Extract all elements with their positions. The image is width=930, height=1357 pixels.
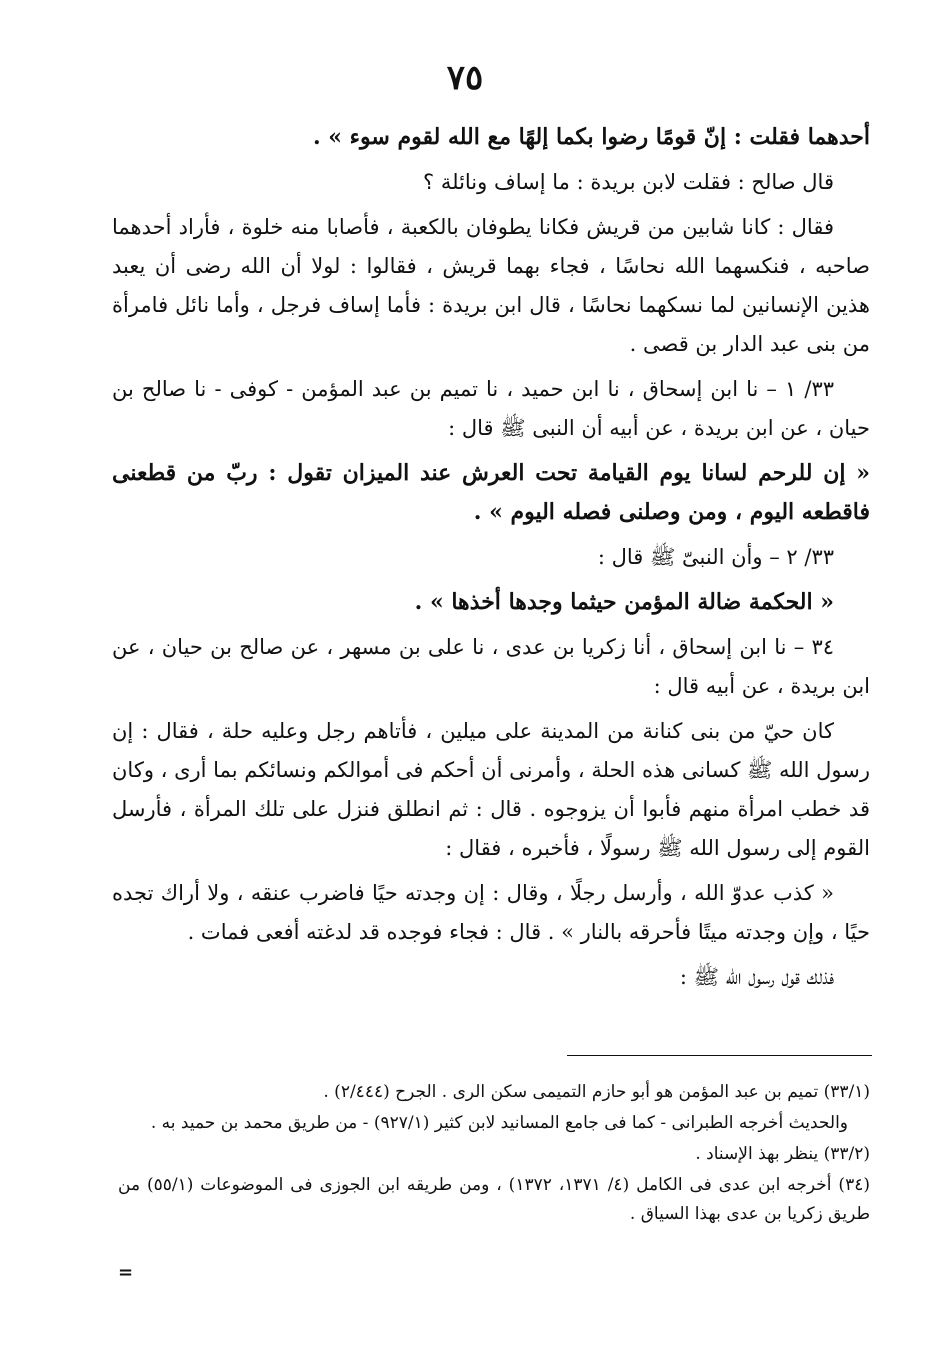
paragraph-closing: فذلك قول رسول الله ﷺ : [679, 965, 834, 989]
footnote-divider [567, 1055, 872, 1056]
continuation-mark: = [118, 1262, 134, 1283]
footnotes [118, 1078, 870, 1231]
main-text [112, 118, 870, 1003]
paragraph-1: قال صالح : فقلت لابن بريدة : ما إساف ونائلة ؟ [423, 170, 834, 194]
hadith-33-1-matn: « إن للرحم لسانا يوم القيامة تحت العرش عند الميزان تقول : ربّ من قطعنى فاقطعه اليوم ، ومن وصلنى فصله اليوم » . [112, 460, 870, 525]
hadith-33-2-matn: « الحكمة ضالة المؤمن حيثما وجدها أخذها » . [414, 589, 834, 615]
paragraph-0: أحدهما فقلت : إنّ قومًا رضوا بكما إلهًا مع الله لقوم سوء » . [312, 124, 870, 150]
hadith-34-isnad: ٣٤ – نا ابن إسحاق ، أنا زكريا بن عدى ، نا على بن مسهر ، عن صالح بن حيان ، عن ابن بريدة ، عن أبيه قال : [112, 635, 870, 698]
hadith-34-matn: « كذب عدوّ الله ، وأرسل رجلًا ، وقال : إن وجدته حيًا فاضرب عنقه ، ولا أراك تجده حيًا ، وإن وجدته ميتًا فأحرقه بالنار » . قال : فجاء فوجده قد لدغته أفعى فمات . [112, 881, 870, 944]
footnote-33-1: (٣٣/١) تميم بن عبد المؤمن هو أبو حازم التميمى سكن الرى . الجرح (٢/٤٤٤) . [323, 1082, 870, 1102]
hadith-34-story: كان حيّ من بنى كنانة من المدينة على ميلين ، فأتاهم رجل وعليه حلة ، فقال : إن رسول الله ﷺ كسانى هذه الحلة ، وأمرنى أن أحكم فى أموالكم ونسائكم بما أرى ، وكان قد خطب امرأة منهم فأبوا أن يزوجوه . قال : ثم انطلق فنزل على تلك المرأة ، فأرسل القوم إلى رسول الله ﷺ رسولًا ، فأخبره ، فقال : [112, 719, 870, 860]
footnote-33-1-cont: والحديث أخرجه الطبرانى - كما فى جامع المسانيد لابن كثير (٩٢٧/١) - من طريق محمد بن حميد به . [150, 1113, 848, 1133]
footnote-33-2: (٣٣/٢) ينظر بهذ الإسناد . [695, 1144, 870, 1164]
hadith-33-1-isnad: ٣٣/ ١ – نا ابن إسحاق ، نا ابن حميد ، نا تميم بن عبد المؤمن - كوفى - نا صالح بن حيان ، عن ابن بريدة ، عن أبيه أن النبى ﷺ قال : [112, 377, 870, 440]
page-number: ٧٥ [446, 58, 484, 98]
paragraph-2: فقال : كانا شابين من قريش فكانا يطوفان بالكعبة ، فأصابا منه خلوة ، فأراد أحدهما صاحبه ، فنكسهما الله نحاسًا ، فجاء بهما قريش ، فقالوا : لولا أن الله رضى أن يعبد هذين الإنسانين لما نسكهما نحاسًا ، قال ابن بريدة : فأما إساف فرجل ، وأما نائل فامرأة من بنى عبد الدار بن قصى . [112, 215, 870, 356]
hadith-33-2-isnad: ٣٣/ ٢ – وأن النبىّ ﷺ قال : [597, 545, 834, 569]
footnote-34: (٣٤) أخرجه ابن عدى فى الكامل (٤/ ١٣٧١، ١٣٧٢) ، ومن طريقه ابن الجوزى فى الموضوعات (٥٥/١) من طريق زكريا بن عدى بهذا السياق . [118, 1175, 870, 1224]
